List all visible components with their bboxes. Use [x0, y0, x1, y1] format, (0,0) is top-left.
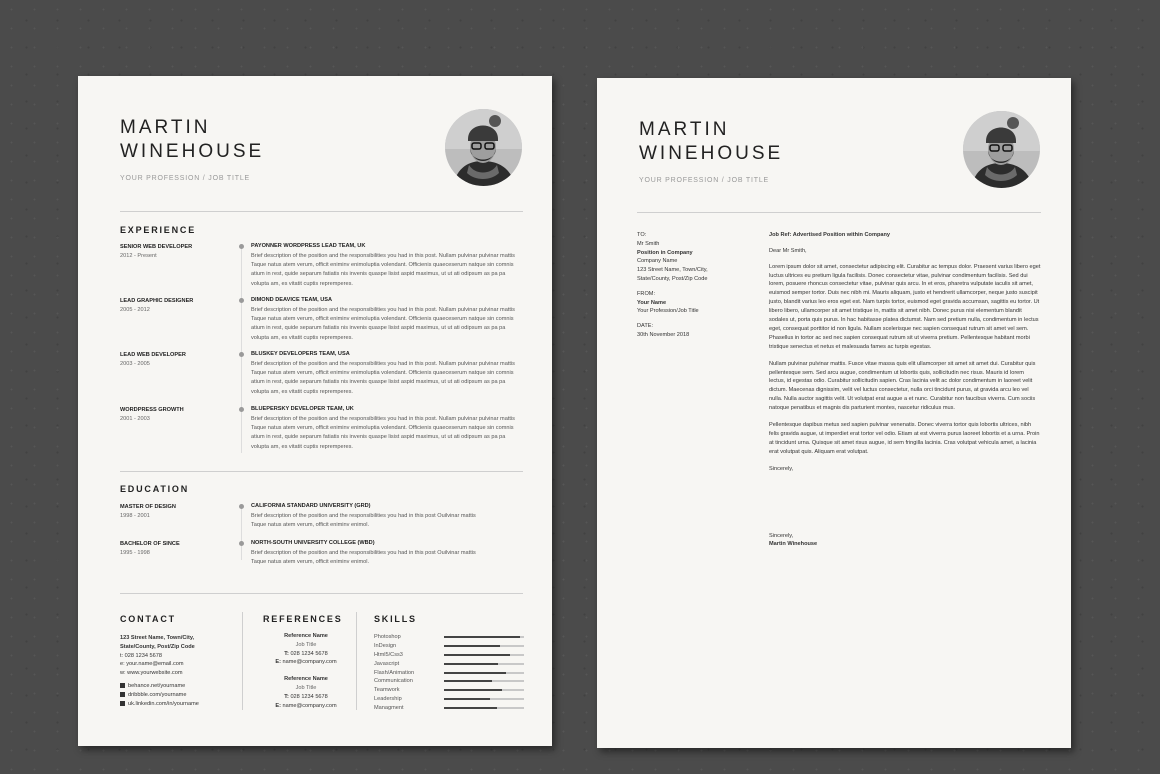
- linkedin-text: uk.linkedin.com/in/yourname: [128, 700, 199, 707]
- reference-name: Reference Name: [284, 676, 328, 683]
- reference-phone: [256, 693, 356, 702]
- skill-row: [374, 703, 524, 712]
- letter-address-block: [637, 231, 708, 340]
- to-address-line2: State/County, Post/Zip Code: [637, 275, 708, 282]
- avatar: [445, 109, 522, 186]
- skill-bar-track: [444, 636, 524, 638]
- reference-job: Job Title: [295, 641, 317, 648]
- references-title: REFERENCES: [263, 614, 343, 624]
- to-label: TO:: [637, 232, 647, 238]
- timeline-line: [241, 508, 242, 560]
- job-years: 2003 - 2005: [120, 361, 150, 367]
- job-years: 2012 - Present: [120, 253, 157, 259]
- degree: BACHELOR OF SINCE: [120, 541, 180, 547]
- contact-phone: t: 028 1234 5678: [120, 652, 162, 659]
- resume-last-name: WINEHOUSE: [120, 141, 265, 162]
- experience-detail: [251, 406, 523, 452]
- references-block: [256, 632, 356, 710]
- timeline-dot: [239, 407, 244, 412]
- email-value: name@company.com: [282, 659, 337, 666]
- portrait-image: [445, 109, 522, 186]
- behance-link: [120, 682, 199, 691]
- skill-name: Teamwork: [374, 687, 400, 694]
- contact-block: [120, 634, 199, 708]
- skill-name: Flash/Animation: [374, 669, 415, 676]
- skill-bar-track: [444, 672, 524, 674]
- letter-paragraph: Pellentesque dapibus metus sed sapien pulvinar venenatis. Donec viverra tortor quis lobortis ultrices, nibh felis gravida augue, ut imperdiet erat tortor vel odio. Etiam at est viverra purus laoreet lobortis et a urna. Proin at tincidunt urna. Quisque sit amet risus augue, id sem fringilla lacinia. Cras volutpat vehicula amet, a lacinia erat volutpat quis. Aliquam erat volutpat.: [769, 422, 1040, 455]
- timeline-dot: [239, 244, 244, 249]
- skill-bar-track: [444, 680, 524, 682]
- education-item: [120, 504, 176, 519]
- skill-name: Communication: [374, 678, 413, 685]
- timeline-dot: [239, 541, 244, 546]
- to-position: Position in Company: [637, 249, 693, 256]
- signature-label: Sincerely,: [769, 532, 794, 539]
- timeline-line: [241, 248, 242, 453]
- skill-bar-fill: [444, 663, 498, 665]
- timeline-dot: [239, 298, 244, 303]
- education-years: 1995 - 1998: [120, 550, 150, 556]
- to-address-line1: 123 Street Name, Town/City,: [637, 267, 708, 274]
- reference-email: [256, 658, 356, 667]
- column-divider: [356, 612, 357, 710]
- education-years: 1998 - 2001: [120, 513, 150, 519]
- skill-name: InDesign: [374, 643, 397, 650]
- letter-paragraph: Lorem ipsum dolor sit amet, consectetur adipiscing elit. Curabitur ac tempus dolor. Praesent varius libero eget luctus ultrices eu pretium ligula facilisis. Donec consectetur vitae, pulvinar condimentum facilisis. Sed dui lorem, posuere rhoncus consectetur vitae, pulvinar quis arcu. In et eros, pharetra vulputate iaculis sit amet, euismod semper tortor. Duis nec nibh mi. Mauris aliquam, justo et hendrerit ullamcorper, neque justo suscipit justo, blandit varius leo eros eget est. Nam turpis tortor, euismod eget gravida accumsan, sagittis eu tortor. Ut libero libero, ullamcorper sit amet tristique in, mattis sit amet nibh. Donec purus nisi elementum blandit sodales ut, porta quis purus. In hac habitasse platea dictumst. Nam sed pretium nulla, condimentum in lectus eget, consequat porttitor id non ligula. Nullam scelerisque nec sapien consequat rutrum sit amet vel sem. Phasellus in tortor ac sed nec sapien consequat rutrum sit ut viverra pretium. Pellentesque habitant morbi tristique senectus et netus et malesuada fames ac turpis egestas.: [769, 263, 1041, 350]
- experience-detail: [251, 243, 523, 289]
- skill-row: [374, 686, 524, 695]
- skill-bar-track: [444, 654, 524, 656]
- skill-row: [374, 633, 524, 642]
- letter-last-name: WINEHOUSE: [639, 143, 784, 164]
- letter-name: [639, 118, 783, 166]
- experience-detail: [251, 351, 523, 397]
- skills-title: SKILLS: [374, 614, 417, 624]
- contact-address-line2: State/County, Post/Zip Code: [120, 643, 195, 650]
- skill-row: [374, 651, 524, 660]
- skill-name: Javascript: [374, 660, 400, 667]
- salutation: Dear Mr Smith,: [769, 247, 807, 254]
- skill-row: [374, 659, 524, 668]
- reference-email: [256, 702, 356, 711]
- job-company: BLUEPERSKY DEVELOPER TEAM, UK: [251, 406, 354, 412]
- skill-bar-fill: [444, 672, 506, 674]
- letter-first-name: MARTIN: [639, 119, 730, 140]
- phone-label: T:: [284, 650, 289, 657]
- job-company: DIMOND DEAVICE TEAM, USA: [251, 297, 333, 303]
- to-company: Company Name: [637, 258, 678, 265]
- experience-item: [120, 244, 192, 259]
- contact-website: w: www.yourwebsite.com: [120, 670, 183, 677]
- from-name: Your Name: [637, 299, 667, 306]
- signature-name: Martin Winehouse: [769, 541, 818, 548]
- skill-bar-track: [444, 663, 524, 665]
- phone-value: 028 1234 5678: [290, 650, 328, 657]
- resume-profession: YOUR PROFESSION / JOB TITLE: [120, 175, 250, 182]
- skill-bar-fill: [444, 698, 490, 700]
- letter-profession: YOUR PROFESSION / JOB TITLE: [639, 177, 769, 184]
- skill-row: [374, 695, 524, 704]
- reference-job: Job Title: [295, 684, 317, 691]
- linkedin-link: [120, 700, 199, 709]
- job-role: LEAD GRAPHIC DESIGNER: [120, 298, 194, 304]
- portrait-image: [963, 111, 1040, 188]
- school-name: NORTH-SOUTH UNIVERSITY COLLEGE (WBD): [251, 540, 375, 546]
- skill-bar-fill: [444, 680, 492, 682]
- timeline-dot: [239, 504, 244, 509]
- skill-name: Leadership: [374, 695, 402, 702]
- experience-detail: [251, 297, 523, 343]
- date-value: 30th November 2018: [637, 331, 690, 338]
- education-description: Brief description of the position and the responsibilities you had in this post Ouilvinar mattis Taque natus atem verum, officit eniminv enimol.: [251, 513, 476, 529]
- phone-value: 028 1234 5678: [290, 693, 328, 700]
- experience-item: [120, 352, 186, 367]
- skill-name: Photoshop: [374, 634, 401, 641]
- skill-bar-fill: [444, 636, 520, 638]
- skill-bar-track: [444, 689, 524, 691]
- avatar: [963, 111, 1040, 188]
- reference-phone: [256, 650, 356, 659]
- skill-row: [374, 668, 524, 677]
- job-role: LEAD WEB DEVELOPER: [120, 352, 186, 358]
- skills-list: [374, 633, 524, 712]
- column-divider: [242, 612, 243, 710]
- skill-bar-track: [444, 698, 524, 700]
- experience-item: [120, 298, 193, 313]
- skill-bar-track: [444, 707, 524, 709]
- degree: MASTER OF DESIGN: [120, 504, 176, 510]
- skill-row: [374, 677, 524, 686]
- job-reference: Job Ref: Advertised Position within Company: [769, 232, 891, 238]
- dribbble-link: [120, 691, 199, 700]
- job-years: 2005 - 2012: [120, 307, 150, 313]
- education-title: EDUCATION: [120, 484, 190, 494]
- behance-icon: [120, 683, 125, 688]
- email-label: E:: [275, 702, 281, 709]
- education-detail: [251, 503, 481, 530]
- dribbble-icon: [120, 692, 125, 697]
- job-company: PAYONNER WORDPRESS LEAD TEAM, UK: [251, 243, 366, 249]
- skill-name: Html5/Css3: [374, 651, 403, 658]
- resume-name: [120, 116, 264, 164]
- education-detail: [251, 540, 481, 567]
- resume-first-name: MARTIN: [120, 117, 211, 138]
- letter-body: [769, 231, 1041, 549]
- reference-name: Reference Name: [284, 633, 328, 639]
- date-label: DATE:: [637, 323, 654, 330]
- skill-name: Managment: [374, 704, 404, 711]
- job-role: SENIOR WEB DEVELOPER: [120, 244, 193, 250]
- experience-title: EXPERIENCE: [120, 225, 197, 235]
- contact-address-line1: 123 Street Name, Town/City,: [120, 635, 195, 641]
- school-name: CALIFORNIA STANDARD UNIVERSITY (GRD): [251, 503, 371, 509]
- job-description: Brief description of the position and the responsibilities you had in this post. Nullam pulvinar pulvinar mattis Taque natus atem verum, officit eniminv enimoluptia volendant. Officienis quaeceserum natque sin comnis atium in rest, quide separum fatiatis nis invenis quaspe lisist aspid maximus, ut ut ati odipsum as pa pa volupta am, es vitatit cuptis repremperes.: [251, 307, 515, 341]
- from-title: Your Profession/Job Title: [637, 308, 699, 315]
- linkedin-icon: [120, 701, 125, 706]
- skill-bar-fill: [444, 645, 500, 647]
- job-role: WORDPRESS GROWTH: [120, 407, 184, 413]
- dribbble-text: dribbble.com/yourname: [128, 691, 187, 698]
- experience-item: [120, 407, 184, 422]
- email-value: name@company.com: [282, 702, 337, 709]
- timeline-dot: [239, 352, 244, 357]
- behance-text: behance.net/yourname: [128, 682, 186, 689]
- to-name: Mr Smith: [637, 240, 660, 247]
- letter-closing: Sincerely,: [769, 465, 794, 472]
- skill-bar-fill: [444, 689, 502, 691]
- job-description: Brief description of the position and the responsibilities you had in this post. Nullam pulvinar pulvinar mattis Taque natus atem verum, officit eniminv enimoluptia volendant. Officienis quaeceserum natque sin comnis atium in rest, quide separum fatiatis nis invenis quaspe lisist aspid maximus, ut ut ati odipsum as pa pa volupta am, es vitatit cuptis repremperes.: [251, 253, 515, 287]
- education-description: Brief description of the position and the responsibilities you had in this post Ouilvinar mattis Taque natus atem verum, officit eniminv enimol.: [251, 550, 476, 566]
- cover-letter-page: [597, 78, 1071, 748]
- skill-bar-track: [444, 645, 524, 647]
- job-description: Brief description of the position and the responsibilities you had in this post. Nullam pulvinar pulvinar mattis Taque natus atem verum, officit eniminv enimoluptia volendant. Officienis quaeceserum natque sin comnis atium in rest, quide separum fatiatis nis invenis quaspe lisist aspid maximus, ut ut ati odipsum as pa pa volupta am, es vitatit cuptis repremperes.: [251, 361, 515, 395]
- education-item: [120, 541, 180, 556]
- divider: [637, 212, 1041, 213]
- job-company: BLUSKEY DEVELOPERS TEAM, USA: [251, 351, 350, 357]
- skill-row: [374, 642, 524, 651]
- divider: [120, 593, 523, 594]
- skill-bar-fill: [444, 707, 497, 709]
- resume-page: [78, 76, 552, 746]
- divider: [120, 211, 523, 212]
- job-years: 2001 - 2003: [120, 416, 150, 422]
- skill-bar-fill: [444, 654, 510, 656]
- phone-label: T:: [284, 693, 289, 700]
- letter-paragraph: Nullam pulvinar pulvinar mattis. Fusce vitae massa quis elit ullamcorper sit amet sit amet dui. Curabitur quis pellentesque sem. Sed arcu augue, condimentum ut lobortis quis, sollicitudin nec risus. Mauris id lorem lectus, id egestas odio. Curabitur sollicitudin sapien. Cras lacinia velit ac dolor condimentum in laoreet velit dictum. Maecenas dignissim, velit vel luctus consectetur, nulla orci tincidunt purus, at gravida arcu leo vel nulla. Nulla auctor sagittis velit. Ut volutpat erat augue a et nunc. Curabitur non faucibus viverra. Cum sociis natoque penatibus et magnis dis parturient montes, nascetur ridiculus mus.: [769, 360, 1036, 412]
- job-description: Brief description of the position and the responsibilities you had in this post. Nullam pulvinar pulvinar mattis Taque natus atem verum, officit eniminv enimoluptia volendant. Officienis quaeceserum natque sin comnis atium in rest, quide separum fatiatis nis invenis quaspe lisist aspid maximus, ut ut ati odipsum as pa pa volupta am, es vitatit cuptis repremperes.: [251, 416, 515, 450]
- from-label: FROM:: [637, 290, 656, 297]
- email-label: E:: [275, 659, 281, 666]
- contact-email: e: your.name@email.com: [120, 661, 184, 668]
- contact-title: CONTACT: [120, 614, 176, 624]
- divider: [120, 471, 523, 472]
